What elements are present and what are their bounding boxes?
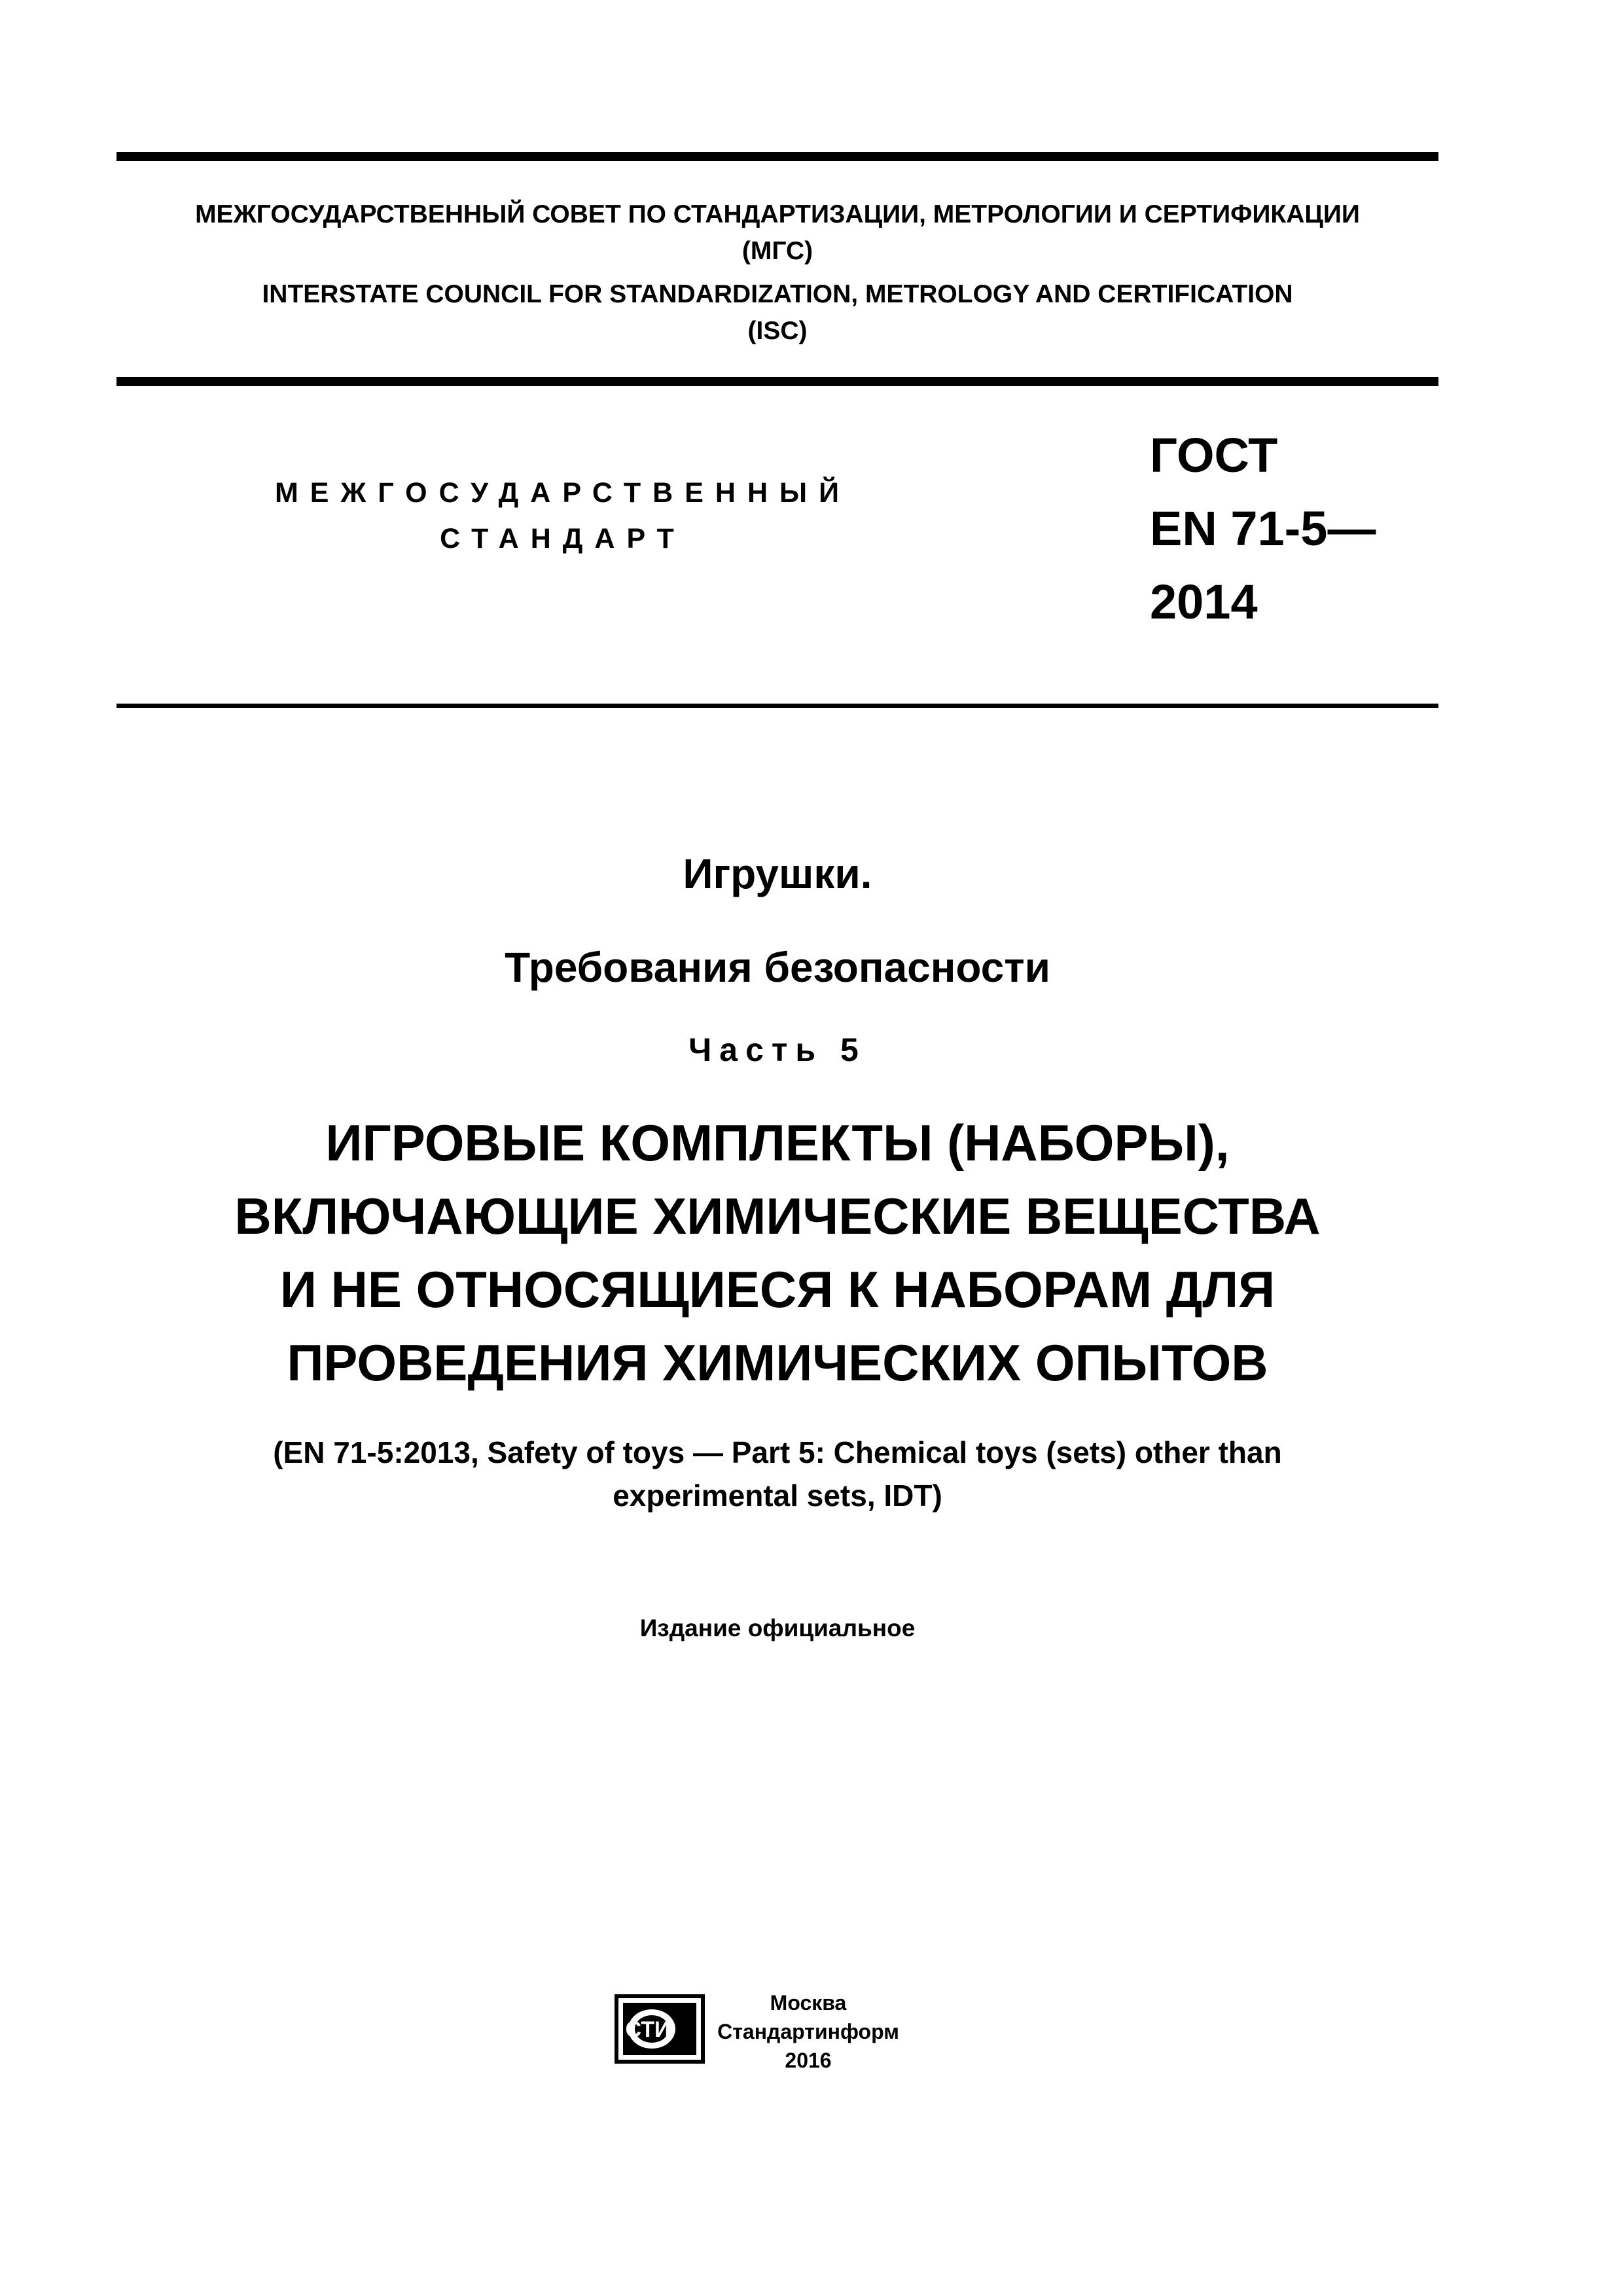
title-main-line2: ВКЛЮЧАЮЩИЕ ХИМИЧЕСКИЕ ВЕЩЕСТВА [234,1187,1321,1245]
top-thick-rule [116,152,1438,161]
logo-text: СТИ [625,2017,671,2042]
standard-type-label [196,470,929,562]
title-en-reference [116,1431,1438,1517]
title-en-line2: experimental sets, IDT) [613,1479,942,1513]
council-en-abbrev: (ISC) [747,317,808,345]
publisher-name: Стандартинформ [717,2020,899,2043]
title-main-line3: И НЕ ОТНОСЯЩИЕСЯ К НАБОРАМ ДЛЯ [279,1261,1275,1318]
title-safety: Требования безопасности [505,944,1050,991]
publisher-year: 2016 [785,2049,832,2072]
middle-thick-rule [116,377,1438,386]
publisher-city: Москва [770,1991,847,2015]
standartinform-logo-icon [614,1994,705,2064]
gost-number-line1: ГОСТ [1150,428,1278,482]
gost-number [1150,419,1438,639]
publisher-info [713,1988,903,2075]
lower-rule [116,704,1438,708]
title-main-line1: ИГРОВЫЕ КОМПЛЕКТЫ (НАБОРЫ), [325,1114,1230,1172]
council-en-heading [116,276,1438,350]
title-part: Часть 5 [688,1031,866,1068]
title-main-line4: ПРОВЕДЕНИЯ ХИМИЧЕСКИХ ОПЫТОВ [287,1334,1268,1391]
edition-note: Издание официальное [639,1615,916,1641]
council-ru-line1: МЕЖГОСУДАРСТВЕННЫЙ СОВЕТ ПО СТАНДАРТИЗАЦИИ, МЕТРОЛОГИИ И СЕРТИФИКАЦИИ [195,200,1360,228]
title-en-line1: (EN 71-5:2013, Safety of toys — Part 5: Chemical toys (sets) other than [273,1435,1282,1469]
gost-number-line2: EN 71-5— [1150,501,1376,556]
title-main [116,1106,1438,1399]
standard-label-line2: СТАНДАРТ [440,523,686,554]
council-ru-abbrev: (МГС) [741,237,813,265]
title-toys: Игрушки. [683,850,872,897]
council-ru-heading [116,196,1438,270]
council-en-line1: INTERSTATE COUNCIL FOR STANDARDIZATION, METROLOGY AND CERTIFICATION [262,280,1293,308]
gost-number-year: 2014 [1150,575,1258,629]
standard-label-line1: МЕЖГОСУДАРСТВЕННЫЙ [274,477,851,509]
